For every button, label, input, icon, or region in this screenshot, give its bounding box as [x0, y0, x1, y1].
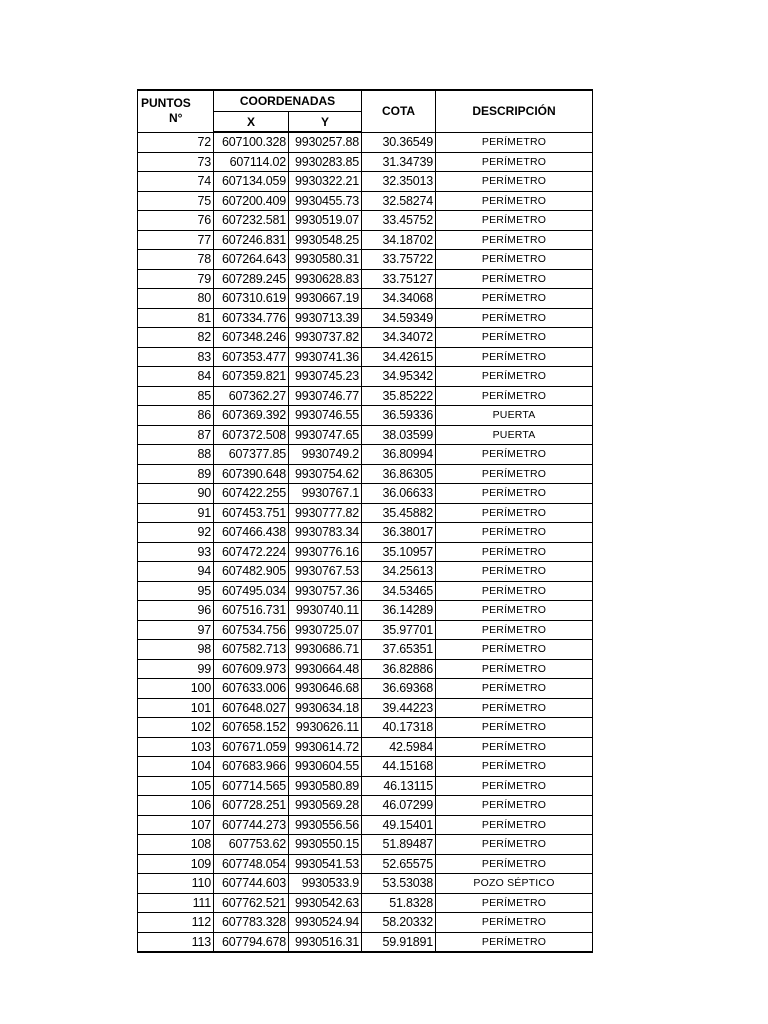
cell-descripcion: PERÍMETRO — [436, 347, 593, 367]
cell-punto: 81 — [138, 308, 214, 328]
cell-cota: 35.97701 — [362, 620, 436, 640]
cell-x: 607353.477 — [214, 347, 289, 367]
cell-descripcion: PERÍMETRO — [436, 308, 593, 328]
cell-x: 607334.776 — [214, 308, 289, 328]
cell-x: 607466.438 — [214, 523, 289, 543]
header-puntos — [138, 90, 214, 132]
cell-y: 9930646.68 — [289, 679, 362, 699]
table-row — [138, 406, 593, 426]
header-puntos-label: PUNTOS — [141, 96, 191, 111]
cell-punto: 99 — [138, 659, 214, 679]
cell-descripcion: PERÍMETRO — [436, 835, 593, 855]
cell-descripcion: PERÍMETRO — [436, 698, 593, 718]
cell-descripcion: PERÍMETRO — [436, 581, 593, 601]
cell-punto: 76 — [138, 211, 214, 231]
cell-descripcion: PUERTA — [436, 406, 593, 426]
cell-y: 9930776.16 — [289, 542, 362, 562]
cell-descripcion: PERÍMETRO — [436, 503, 593, 523]
cell-cota: 59.91891 — [362, 932, 436, 952]
table-row — [138, 698, 593, 718]
cell-descripcion: PERÍMETRO — [436, 230, 593, 250]
cell-cota: 46.13115 — [362, 776, 436, 796]
table-row — [138, 484, 593, 504]
cell-descripcion: PERÍMETRO — [436, 815, 593, 835]
cell-y: 9930725.07 — [289, 620, 362, 640]
cell-cota: 34.25613 — [362, 562, 436, 582]
cell-punto: 112 — [138, 913, 214, 933]
table-row — [138, 601, 593, 621]
cell-punto: 110 — [138, 874, 214, 894]
cell-y: 9930757.36 — [289, 581, 362, 601]
cell-x: 607372.508 — [214, 425, 289, 445]
cell-x: 607648.027 — [214, 698, 289, 718]
cell-cota: 32.35013 — [362, 172, 436, 192]
cell-descripcion: PERÍMETRO — [436, 269, 593, 289]
cell-x: 607609.973 — [214, 659, 289, 679]
table-row — [138, 425, 593, 445]
cell-cota: 34.18702 — [362, 230, 436, 250]
table-row — [138, 367, 593, 387]
cell-y: 9930686.71 — [289, 640, 362, 660]
cell-cota: 36.86305 — [362, 464, 436, 484]
table-row — [138, 679, 593, 699]
cell-cota: 46.07299 — [362, 796, 436, 816]
cell-punto: 74 — [138, 172, 214, 192]
table-row — [138, 250, 593, 270]
cell-punto: 86 — [138, 406, 214, 426]
cell-y: 9930745.23 — [289, 367, 362, 387]
cell-punto: 88 — [138, 445, 214, 465]
table-row — [138, 269, 593, 289]
cell-punto: 105 — [138, 776, 214, 796]
cell-descripcion: PERÍMETRO — [436, 757, 593, 777]
cell-cota: 51.89487 — [362, 835, 436, 855]
cell-x: 607744.273 — [214, 815, 289, 835]
cell-y: 9930455.73 — [289, 191, 362, 211]
cell-punto: 109 — [138, 854, 214, 874]
cell-x: 607633.006 — [214, 679, 289, 699]
cell-x: 607472.224 — [214, 542, 289, 562]
cell-punto: 92 — [138, 523, 214, 543]
cell-cota: 36.59336 — [362, 406, 436, 426]
cell-punto: 83 — [138, 347, 214, 367]
header-y: Y — [289, 112, 362, 133]
cell-cota: 34.34072 — [362, 328, 436, 348]
cell-punto: 84 — [138, 367, 214, 387]
cell-punto: 75 — [138, 191, 214, 211]
cell-punto: 102 — [138, 718, 214, 738]
cell-cota: 36.06633 — [362, 484, 436, 504]
cell-y: 9930740.11 — [289, 601, 362, 621]
cell-descripcion: PERÍMETRO — [436, 776, 593, 796]
cell-x: 607200.409 — [214, 191, 289, 211]
cell-cota: 35.85222 — [362, 386, 436, 406]
cell-punto: 94 — [138, 562, 214, 582]
cell-punto: 108 — [138, 835, 214, 855]
cell-punto: 72 — [138, 132, 214, 152]
cell-x: 607658.152 — [214, 718, 289, 738]
cell-y: 9930783.34 — [289, 523, 362, 543]
cell-descripcion: PERÍMETRO — [436, 132, 593, 152]
cell-punto: 79 — [138, 269, 214, 289]
cell-cota: 33.75127 — [362, 269, 436, 289]
cell-y: 9930628.83 — [289, 269, 362, 289]
table-row — [138, 562, 593, 582]
cell-cota: 34.34068 — [362, 289, 436, 309]
cell-x: 607289.245 — [214, 269, 289, 289]
cell-x: 607728.251 — [214, 796, 289, 816]
cell-descripcion: PERÍMETRO — [436, 328, 593, 348]
cell-punto: 101 — [138, 698, 214, 718]
cell-y: 9930322.21 — [289, 172, 362, 192]
table-row — [138, 913, 593, 933]
table-row — [138, 445, 593, 465]
cell-y: 9930580.89 — [289, 776, 362, 796]
table-body — [138, 132, 593, 952]
cell-descripcion: PERÍMETRO — [436, 854, 593, 874]
cell-descripcion: PERÍMETRO — [436, 640, 593, 660]
cell-punto: 96 — [138, 601, 214, 621]
cell-cota: 31.34739 — [362, 152, 436, 172]
table-row — [138, 776, 593, 796]
cell-descripcion: PERÍMETRO — [436, 893, 593, 913]
cell-x: 607359.821 — [214, 367, 289, 387]
cell-x: 607534.756 — [214, 620, 289, 640]
cell-x: 607714.565 — [214, 776, 289, 796]
cell-cota: 38.03599 — [362, 425, 436, 445]
cell-x: 607348.246 — [214, 328, 289, 348]
cell-x: 607783.328 — [214, 913, 289, 933]
table-row — [138, 874, 593, 894]
table-row — [138, 172, 593, 192]
cell-descripcion: PERÍMETRO — [436, 211, 593, 231]
cell-y: 9930777.82 — [289, 503, 362, 523]
table-header — [138, 90, 593, 132]
table-row — [138, 503, 593, 523]
cell-x: 607310.619 — [214, 289, 289, 309]
table-row — [138, 542, 593, 562]
table-row — [138, 815, 593, 835]
cell-descripcion: PERÍMETRO — [436, 679, 593, 699]
cell-cota: 44.15168 — [362, 757, 436, 777]
cell-y: 9930516.31 — [289, 932, 362, 952]
cell-x: 607362.27 — [214, 386, 289, 406]
cell-cota: 58.20332 — [362, 913, 436, 933]
table-row — [138, 718, 593, 738]
cell-x: 607453.751 — [214, 503, 289, 523]
cell-y: 9930604.55 — [289, 757, 362, 777]
cell-y: 9930626.11 — [289, 718, 362, 738]
table-row — [138, 854, 593, 874]
cell-punto: 80 — [138, 289, 214, 309]
cell-punto: 82 — [138, 328, 214, 348]
cell-descripcion: POZO SÉPTICO — [436, 874, 593, 894]
cell-descripcion: PERÍMETRO — [436, 620, 593, 640]
table-row — [138, 737, 593, 757]
cell-x: 607422.255 — [214, 484, 289, 504]
table-row — [138, 132, 593, 152]
cell-descripcion: PERÍMETRO — [436, 250, 593, 270]
table-row — [138, 308, 593, 328]
coordinates-table — [137, 89, 593, 953]
cell-y: 9930667.19 — [289, 289, 362, 309]
cell-x: 607264.643 — [214, 250, 289, 270]
cell-y: 9930556.56 — [289, 815, 362, 835]
cell-descripcion: PERÍMETRO — [436, 796, 593, 816]
cell-descripcion: PERÍMETRO — [436, 523, 593, 543]
cell-cota: 36.14289 — [362, 601, 436, 621]
cell-x: 607377.85 — [214, 445, 289, 465]
table-row — [138, 620, 593, 640]
header-cota: COTA — [362, 90, 436, 132]
cell-cota: 34.53465 — [362, 581, 436, 601]
cell-y: 9930746.77 — [289, 386, 362, 406]
cell-y: 9930767.53 — [289, 562, 362, 582]
cell-y: 9930580.31 — [289, 250, 362, 270]
cell-cota: 42.5984 — [362, 737, 436, 757]
cell-punto: 100 — [138, 679, 214, 699]
table-row — [138, 796, 593, 816]
cell-descripcion: PERÍMETRO — [436, 601, 593, 621]
table-row — [138, 211, 593, 231]
cell-x: 607114.02 — [214, 152, 289, 172]
cell-cota: 35.10957 — [362, 542, 436, 562]
cell-punto: 111 — [138, 893, 214, 913]
header-x: X — [214, 112, 289, 133]
cell-descripcion: PERÍMETRO — [436, 659, 593, 679]
header-puntos-number-label: N° — [169, 111, 183, 126]
table-row — [138, 328, 593, 348]
cell-x: 607753.62 — [214, 835, 289, 855]
cell-punto: 87 — [138, 425, 214, 445]
cell-cota: 36.82886 — [362, 659, 436, 679]
cell-punto: 89 — [138, 464, 214, 484]
cell-y: 9930614.72 — [289, 737, 362, 757]
cell-x: 607748.054 — [214, 854, 289, 874]
cell-cota: 37.65351 — [362, 640, 436, 660]
cell-y: 9930737.82 — [289, 328, 362, 348]
cell-x: 607762.521 — [214, 893, 289, 913]
cell-descripcion: PERÍMETRO — [436, 386, 593, 406]
cell-descripcion: PERÍMETRO — [436, 191, 593, 211]
cell-x: 607232.581 — [214, 211, 289, 231]
cell-y: 9930257.88 — [289, 132, 362, 152]
cell-x: 607482.905 — [214, 562, 289, 582]
cell-cota: 51.8328 — [362, 893, 436, 913]
cell-x: 607390.648 — [214, 464, 289, 484]
cell-y: 9930741.36 — [289, 347, 362, 367]
cell-punto: 104 — [138, 757, 214, 777]
cell-cota: 36.80994 — [362, 445, 436, 465]
cell-y: 9930749.2 — [289, 445, 362, 465]
cell-punto: 97 — [138, 620, 214, 640]
cell-x: 607794.678 — [214, 932, 289, 952]
table-row — [138, 386, 593, 406]
cell-punto: 90 — [138, 484, 214, 504]
cell-cota: 49.15401 — [362, 815, 436, 835]
table-row — [138, 191, 593, 211]
cell-y: 9930767.1 — [289, 484, 362, 504]
cell-descripcion: PERÍMETRO — [436, 289, 593, 309]
cell-x: 607369.392 — [214, 406, 289, 426]
cell-punto: 91 — [138, 503, 214, 523]
cell-x: 607246.831 — [214, 230, 289, 250]
table-row — [138, 289, 593, 309]
table-row — [138, 464, 593, 484]
cell-y: 9930713.39 — [289, 308, 362, 328]
cell-x: 607134.059 — [214, 172, 289, 192]
cell-cota: 35.45882 — [362, 503, 436, 523]
table-row — [138, 523, 593, 543]
cell-x: 607100.328 — [214, 132, 289, 152]
header-descripcion: DESCRIPCIÓN — [436, 90, 593, 132]
table-row — [138, 581, 593, 601]
cell-cota: 40.17318 — [362, 718, 436, 738]
cell-x: 607683.966 — [214, 757, 289, 777]
cell-punto: 107 — [138, 815, 214, 835]
cell-cota: 34.59349 — [362, 308, 436, 328]
cell-y: 9930548.25 — [289, 230, 362, 250]
cell-y: 9930542.63 — [289, 893, 362, 913]
cell-punto: 95 — [138, 581, 214, 601]
cell-descripcion: PERÍMETRO — [436, 152, 593, 172]
cell-cota: 34.95342 — [362, 367, 436, 387]
cell-descripcion: PERÍMETRO — [436, 484, 593, 504]
cell-descripcion: PERÍMETRO — [436, 367, 593, 387]
table-row — [138, 893, 593, 913]
table-row — [138, 640, 593, 660]
cell-y: 9930569.28 — [289, 796, 362, 816]
cell-punto: 93 — [138, 542, 214, 562]
cell-descripcion: PERÍMETRO — [436, 445, 593, 465]
cell-y: 9930283.85 — [289, 152, 362, 172]
table-row — [138, 835, 593, 855]
cell-punto: 98 — [138, 640, 214, 660]
cell-y: 9930746.55 — [289, 406, 362, 426]
cell-y: 9930634.18 — [289, 698, 362, 718]
cell-cota: 36.69368 — [362, 679, 436, 699]
cell-x: 607671.059 — [214, 737, 289, 757]
cell-x: 607582.713 — [214, 640, 289, 660]
coordinates-sheet — [137, 89, 592, 953]
cell-cota: 33.75722 — [362, 250, 436, 270]
cell-cota: 34.42615 — [362, 347, 436, 367]
table-row — [138, 152, 593, 172]
cell-descripcion: PERÍMETRO — [436, 913, 593, 933]
cell-cota: 52.65575 — [362, 854, 436, 874]
cell-descripcion: PERÍMETRO — [436, 932, 593, 952]
cell-cota: 53.53038 — [362, 874, 436, 894]
cell-cota: 30.36549 — [362, 132, 436, 152]
cell-punto: 78 — [138, 250, 214, 270]
cell-y: 9930519.07 — [289, 211, 362, 231]
cell-x: 607744.603 — [214, 874, 289, 894]
cell-cota: 39.44223 — [362, 698, 436, 718]
table-row — [138, 757, 593, 777]
cell-descripcion: PERÍMETRO — [436, 542, 593, 562]
cell-cota: 32.58274 — [362, 191, 436, 211]
cell-descripcion: PERÍMETRO — [436, 737, 593, 757]
cell-punto: 73 — [138, 152, 214, 172]
cell-descripcion: PERÍMETRO — [436, 718, 593, 738]
cell-punto: 106 — [138, 796, 214, 816]
table-row — [138, 659, 593, 679]
table-row — [138, 932, 593, 952]
cell-x: 607495.034 — [214, 581, 289, 601]
table-row — [138, 230, 593, 250]
cell-y: 9930754.62 — [289, 464, 362, 484]
cell-y: 9930524.94 — [289, 913, 362, 933]
cell-y: 9930664.48 — [289, 659, 362, 679]
cell-y: 9930533.9 — [289, 874, 362, 894]
cell-descripcion: PERÍMETRO — [436, 464, 593, 484]
cell-cota: 36.38017 — [362, 523, 436, 543]
header-coordenadas: COORDENADAS — [214, 90, 362, 112]
cell-x: 607516.731 — [214, 601, 289, 621]
cell-cota: 33.45752 — [362, 211, 436, 231]
cell-punto: 85 — [138, 386, 214, 406]
cell-punto: 113 — [138, 932, 214, 952]
table-row — [138, 347, 593, 367]
cell-y: 9930541.53 — [289, 854, 362, 874]
cell-y: 9930747.65 — [289, 425, 362, 445]
cell-punto: 77 — [138, 230, 214, 250]
cell-descripcion: PERÍMETRO — [436, 562, 593, 582]
cell-y: 9930550.15 — [289, 835, 362, 855]
cell-punto: 103 — [138, 737, 214, 757]
cell-descripcion: PERÍMETRO — [436, 172, 593, 192]
cell-descripcion: PUERTA — [436, 425, 593, 445]
